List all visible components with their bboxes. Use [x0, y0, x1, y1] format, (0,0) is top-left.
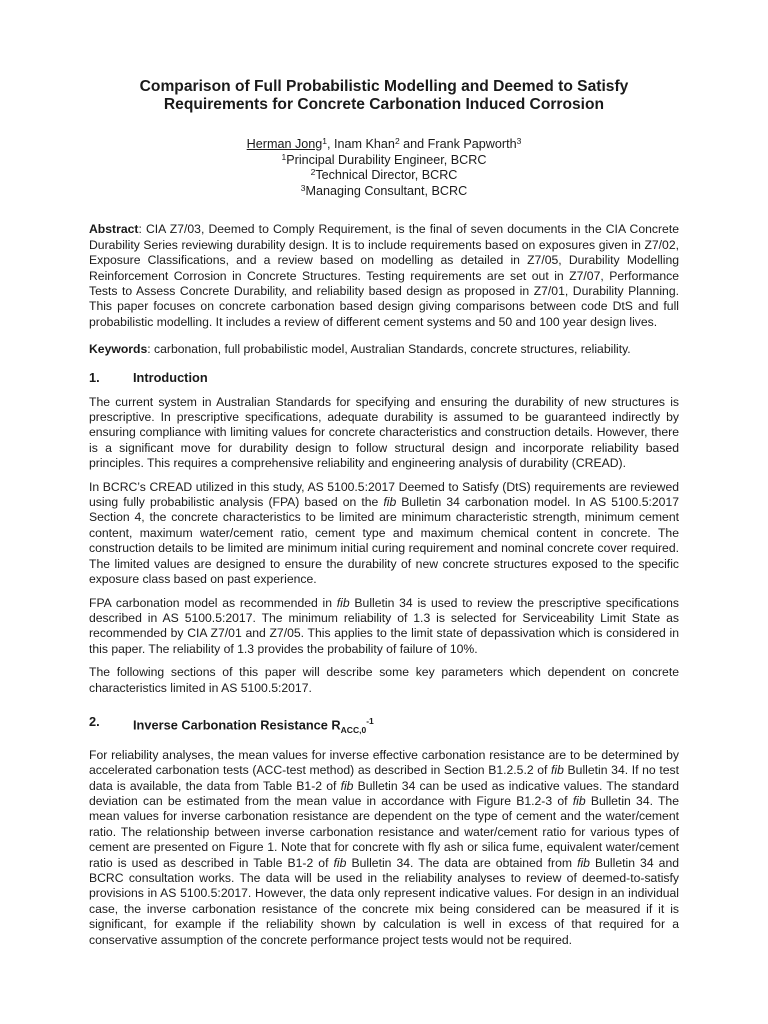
keywords-label: Keywords	[89, 342, 148, 357]
abstract-text: : CIA Z7/03, Deemed to Comply Requirement, is the final of seven documents in the CIA Concrete Durability Series reviewing durability design. It is to include requirements based on exposures given in Z7/02, Exposure Classifications, and a review based on modelling as detailed in Z7/05, Durability Modelling Reinforcement Corrosion in Concrete Structures. Testing requirements are set out in Z7/07, Performance Tests to Assess Concrete Durability, and reliability based design as proposed in Z7/01, Durability Planning. This paper focuses on concrete carbonation based design giving comparisons between code DtS and full probabilistic modelling. It includes a review of different cement systems and 50 and 100 year design lives.	[89, 222, 679, 329]
affiliation-2: $^2$Technical Director, BCRC	[310, 167, 458, 183]
author-block	[89, 137, 679, 199]
keywords	[89, 342, 679, 357]
section-heading-introduction: 1. Introduction	[89, 369, 208, 385]
paper-title: Comparison of Full Probabilistic Modelling and Deemed to Satisfy Requirements for Concrete Carbonation Induced Corrosion	[139, 78, 629, 113]
abstract	[89, 222, 679, 330]
abstract-label: Abstract	[89, 222, 139, 237]
intro-paragraph-3: FPA carbonation model as recommended in fib Bulletin 34 is used to review the prescriptive specifications described in AS 5100.5:2017. The minimum reliability of 1.3 is selected for Serviceability Limit State as recommended by CIA Z7/01 and Z7/05. This applies to the limit state of depassivation which is considered in this paper. The reliability of 1.3 provides the probability of failure of 10%.	[89, 595, 680, 656]
affiliation-1: $^1$Principal Durability Engineer, BCRC	[281, 151, 487, 167]
section2-paragraph-1: For reliability analyses, the mean values for inverse effective carbonation resistance are to be determined by accelerated carbonation tests (ACC-test method) as described in Section B1.2.5.2 of fib Bulletin 34. If no test data is available, the data from Table B1-2 of fib Bulletin 34 can be used as indicative values. The standard deviation can be estimated from the mean value in accordance with Figure B1.2-3 of fib Bulletin 34. The mean values for inverse carbonation resistance are dependent on the type of cement and the water/cement ratio. The relationship between inverse carbonation resistance and water/cement ratio for various types of cement are presented on Figure 1. Note that for concrete with fly ash or silica fume, equivalent water/cement ratio is used as described in Table B1-2 of fib Bulletin 34. The data are obtained from fib Bulletin 34 and BCRC consultation works. The data will be used in the reliability analyses to review of deemed-to-satisfy provisions in AS 5100.5:2017. However, the data only represent indicative values. For design in an individual case, the inverse carbonation resistance of the concrete mix being considered can be measured if it is significant, for example if the reliability shown by calculation is well in excess of that required for a conservative assumption of the concrete performance project tests would not be required.	[89, 747, 680, 947]
author-line: Herman Jong$^1$, Inam Khan$^2$ and Frank Papworth$^3$	[246, 136, 522, 151]
keywords-text: : carbonation, full probabilistic model, Australian Standards, concrete structures, reliability.	[147, 342, 631, 357]
author-presenting: Herman Jong	[246, 137, 323, 151]
section-heading-inverse-carbonation: 2. Inverse Carbonation Resistance $R_{ACC,0}^{-1}$	[89, 713, 374, 735]
intro-paragraph-1: The current system in Australian Standards for specifying and ensuring the durability of new structures is prescriptive. In prescriptive specifications, adequate durability is assumed to be guaranteed indirectly by ensuring compliance with limiting values for concrete characteristics and construction details. However, there is a significant move for durability design to follow structural design and incorporate reliability based principles. This requires a comprehensive reliability and engineering analysis of durability (CREAD).	[89, 394, 679, 471]
intro-paragraph-4: The following sections of this paper will describe some key parameters which dependent on concrete characteristics limited in AS 5100.5:2017.	[89, 665, 679, 695]
affiliation-3: $^3$Managing Consultant, BCRC	[300, 182, 468, 198]
intro-paragraph-2: In BCRC’s CREAD utilized in this study, AS 5100.5:2017 Deemed to Satisfy (DtS) requirements are reviewed using fully probabilistic analysis (FPA) based on the fib Bulletin 34 carbonation model. In AS 5100.5:2017 Section 4, the concrete characteristics to be limited are minimum characteristic strength, minimum cement content, maximum water/cement ratio, cement type and maximum chemical content in concrete. The construction details to be limited are minimum initial curing requirement and nominal concrete cover required. The limited values are designed to ensure the durability of new concrete structures exposed to the specific exposure class based on past experience.	[89, 479, 680, 587]
